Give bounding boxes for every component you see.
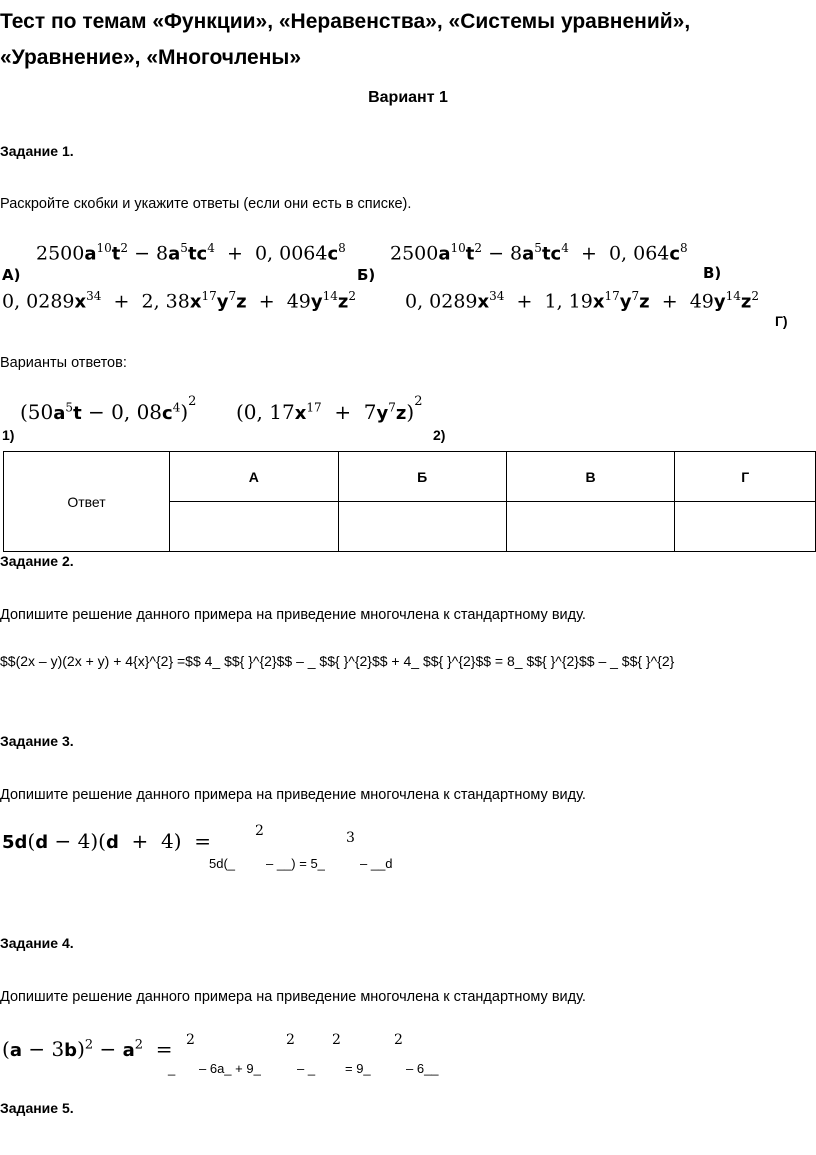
answer-option-1: ($50a^5t - 0$, $08c^4)^2$ xyxy=(20,394,197,424)
task2-heading: Задание 2. xyxy=(0,553,74,569)
task4-sup-4: 2 xyxy=(394,1032,403,1048)
expr-a-line1: $2500a^{10}t^2 - 8a^5tc^4 + 0$, $0064c^8$ xyxy=(36,241,346,265)
task3-heading: Задание 3. xyxy=(0,733,74,749)
task4-sup-1: 2 xyxy=(186,1032,195,1048)
task3-fill-b: – __) = 5_ xyxy=(266,856,325,871)
expr-line2-left: 0, $0289x^{34} + 2$, $38x^{17}y^7z + 49y^{14}z^2$ xyxy=(2,289,357,313)
task3-sup-a: 2 xyxy=(255,823,264,839)
task4-fill-c: – _ xyxy=(297,1061,316,1076)
answer-row-label: Ответ xyxy=(4,452,170,552)
task3-expression: 5d(d − 4)(d + 4) = xyxy=(2,829,212,853)
label-g: Г) xyxy=(775,313,788,329)
task4-sup-3: 2 xyxy=(332,1032,341,1048)
expr-line2-right: 0, $0289x^{34} + 1$, $19x^{17}y^7z + 49y^{14}z^2$ xyxy=(405,289,760,313)
label-1: 1) xyxy=(2,427,15,443)
label-b: Б) xyxy=(357,266,376,284)
answer-col-a: А xyxy=(170,452,339,502)
page-title: Тест по темам «Функции», «Неравенства», «Системы уравнений», «Уравнение», «Многочлены» xyxy=(0,10,691,69)
answer-col-v: В xyxy=(506,452,675,502)
answer-table xyxy=(3,451,816,552)
task3-fill-c: – __d xyxy=(360,856,393,871)
task2-line: $$(2x – y)(2x + y) + 4{x}^{2} =$$ 4_ $${ }^{2}$$ – _ $${ }^{2}$$ + 4_ $${ }^{2}$$ = 8_ $${ }^{2}$$ – _ $${ }^{2} xyxy=(0,653,675,669)
answer-option-2: (0, $17x^{17} + 7y^7z)^2$ xyxy=(236,394,423,424)
label-2: 2) xyxy=(433,427,446,443)
variant-heading: Вариант 1 xyxy=(368,89,448,106)
task4-instruction: Допишите решение данного примера на приведение многочлена к стандартному виду. xyxy=(0,989,586,1005)
task4-expression: $(a - 3b)^2 - a^2$ = xyxy=(2,1037,173,1061)
task1-instruction: Раскройте скобки и укажите ответы (если они есть в списке). xyxy=(0,196,412,212)
answer-cell-v[interactable] xyxy=(506,502,675,552)
answer-cell-g[interactable] xyxy=(675,502,816,552)
answer-cell-a[interactable] xyxy=(170,502,339,552)
expr-b-line1: $2500a^{10}t^2 - 8a^5tc^4 + 0$, $064c^8$ xyxy=(390,241,688,265)
answer-col-g: Г xyxy=(675,452,816,502)
label-a: А) xyxy=(2,266,21,284)
task1-heading: Задание 1. xyxy=(0,143,74,159)
answer-cell-b[interactable] xyxy=(338,502,506,552)
task3-fill-a: 5d(_ xyxy=(209,856,236,871)
task3-instruction: Допишите решение данного примера на приведение многочлена к стандартному виду. xyxy=(0,787,586,803)
task4-heading: Задание 4. xyxy=(0,935,74,951)
task3-sup-b: 3 xyxy=(346,830,355,846)
answers-heading: Варианты ответов: xyxy=(0,355,127,371)
task4-sup-2: 2 xyxy=(286,1032,295,1048)
label-v: В) xyxy=(703,264,722,282)
task2-instruction: Допишите решение данного примера на приведение многочлена к стандартному виду. xyxy=(0,607,586,623)
task4-fill-a: _ xyxy=(168,1061,176,1076)
answer-col-b: Б xyxy=(338,452,506,502)
task5-heading: Задание 5. xyxy=(0,1100,74,1116)
task4-fill-e: – 6__ xyxy=(406,1061,439,1076)
task4-fill-b: – 6a_ + 9_ xyxy=(199,1061,261,1076)
task4-fill-d: = 9_ xyxy=(345,1061,371,1076)
